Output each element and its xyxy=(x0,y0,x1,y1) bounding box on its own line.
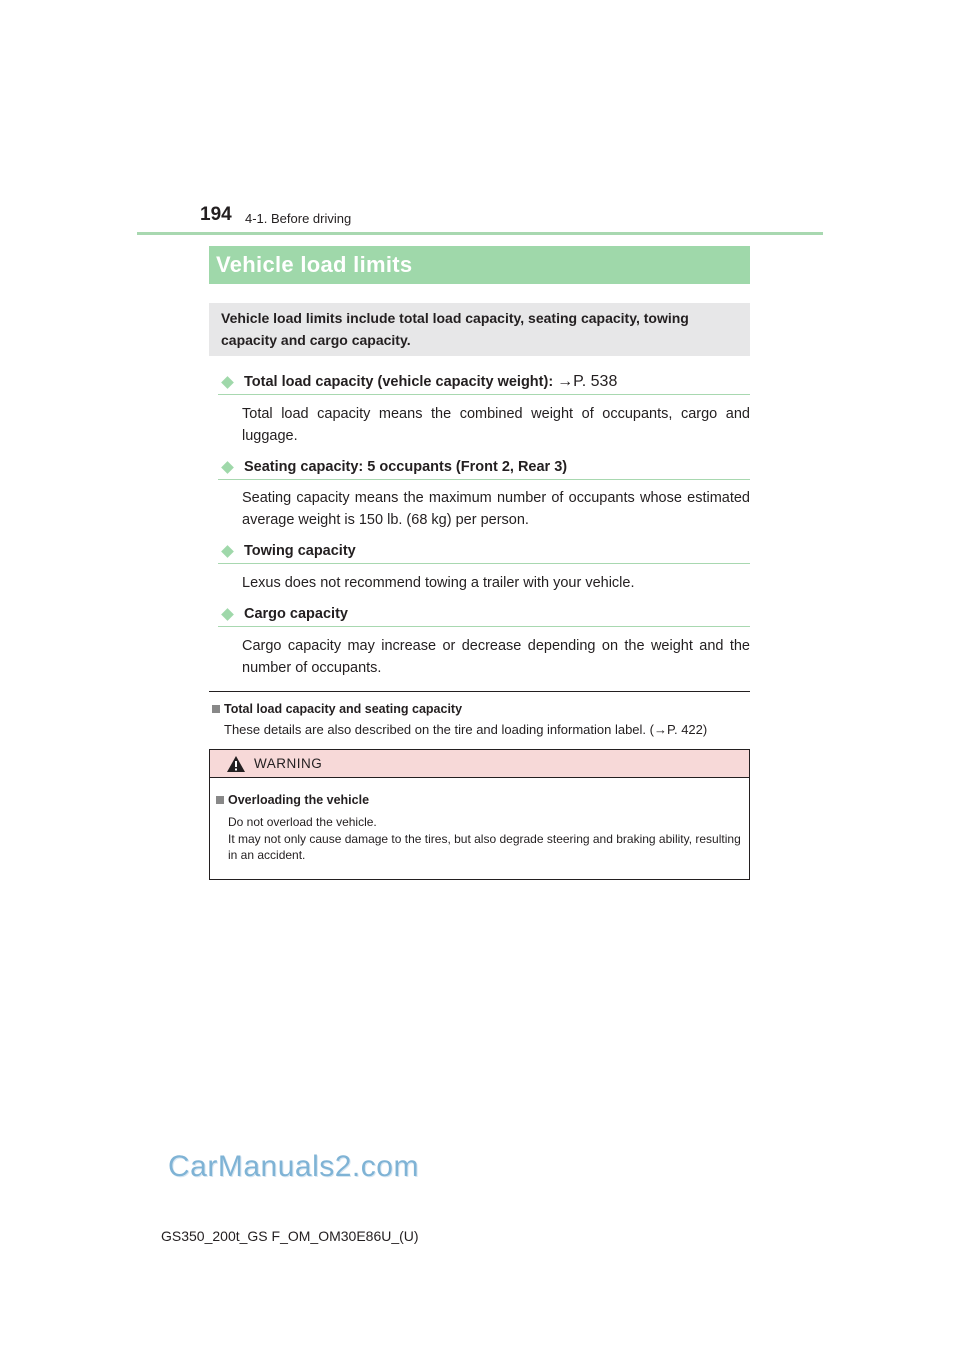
diamond-bullet-icon xyxy=(221,608,234,621)
page-reference: →P. 538 xyxy=(557,373,618,390)
diamond-bullet-icon xyxy=(221,376,234,389)
item-body-towing: Lexus does not recommend towing a trailer with your vehicle. xyxy=(242,575,635,591)
warning-title: WARNING xyxy=(254,756,323,771)
section-label: 4-1. Before driving xyxy=(245,211,352,226)
warning-text xyxy=(228,814,744,864)
footer-code: GS350_200t_GS F_OM_OM30E86U_(U) xyxy=(161,1228,419,1244)
page-title: Vehicle load limits xyxy=(216,252,413,277)
item-heading-total-load xyxy=(218,370,750,395)
item-heading-seating xyxy=(218,455,750,480)
note-heading xyxy=(212,702,462,716)
square-bullet-icon xyxy=(212,705,220,713)
warning-box xyxy=(209,749,750,880)
diamond-bullet-icon xyxy=(221,545,234,558)
square-bullet-icon xyxy=(216,796,224,804)
diamond-bullet-icon xyxy=(221,461,234,474)
note-divider xyxy=(209,691,750,692)
item-heading-text: Cargo capacity xyxy=(244,606,348,622)
item-body-cargo: Cargo capacity may increase or decrease depending on the weight and the number of occupants. xyxy=(242,638,750,676)
warning-subheading xyxy=(216,793,369,807)
note-heading-text: Total load capacity and seating capacity xyxy=(224,702,463,716)
warning-triangle-icon xyxy=(226,755,246,773)
item-body-total-load: Total load capacity means the combined weight of occupants, cargo and luggage. xyxy=(242,406,750,444)
warning-line: It may not only cause damage to the tires, but also degrade steering and braking ability, resulting in an accident. xyxy=(228,831,741,862)
item-body-seating: Seating capacity means the maximum number of occupants whose estimated average weight is 150 lb. (68 kg) per person. xyxy=(242,490,750,528)
warning-line: Do not overload the vehicle. xyxy=(228,815,377,829)
item-heading-towing xyxy=(218,539,750,564)
warning-header xyxy=(210,750,749,778)
item-heading-cargo xyxy=(218,602,750,627)
title-bar xyxy=(209,246,750,284)
note-body: These details are also described on the tire and loading information label. (→P. 422) xyxy=(224,722,708,737)
header-rule xyxy=(137,232,823,235)
watermark-logo[interactable]: CarManuals2.com xyxy=(168,1150,419,1183)
warning-subheading-text: Overloading the vehicle xyxy=(228,793,370,807)
page-number: 194 xyxy=(200,204,232,225)
item-heading-text: Towing capacity xyxy=(244,543,356,559)
item-heading-text: Total load capacity (vehicle capacity weight): xyxy=(244,374,554,390)
item-heading-text: Seating capacity: 5 occupants (Front 2, Rear 3) xyxy=(244,459,568,475)
intro-box: Vehicle load limits include total load capacity, seating capacity, towing capacity and cargo capacity. xyxy=(209,303,750,356)
